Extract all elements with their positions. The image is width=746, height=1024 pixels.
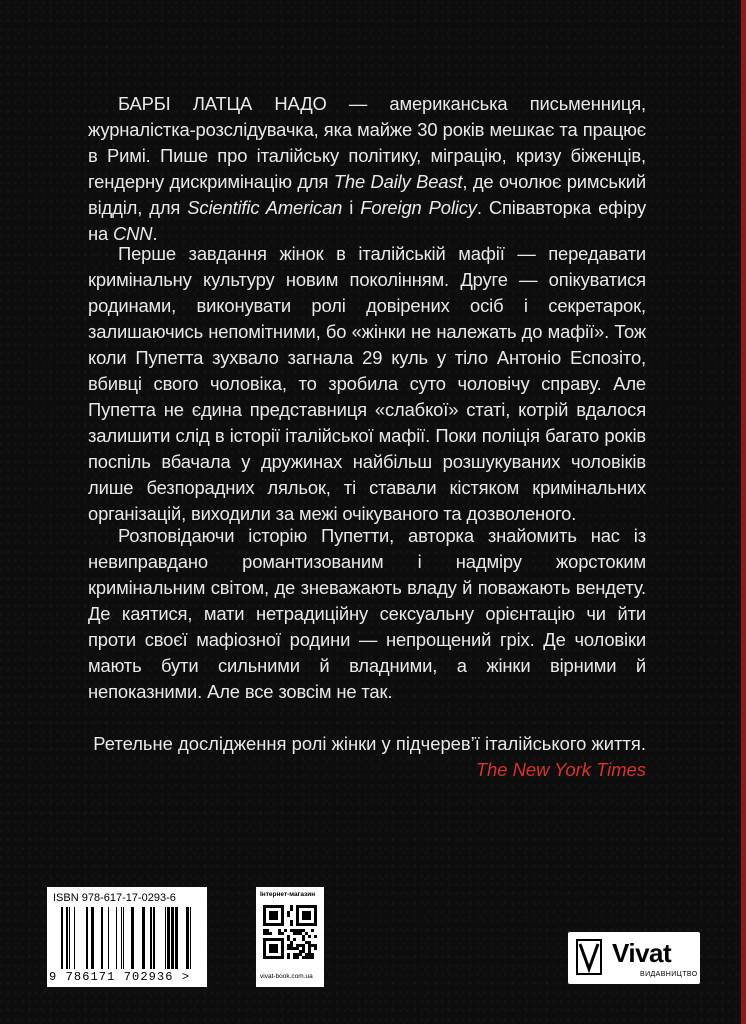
qr-finder bbox=[269, 944, 278, 953]
shop-label: Інтернет-магазин bbox=[260, 891, 316, 898]
vivat-mark-icon bbox=[575, 939, 605, 977]
qr-finder bbox=[302, 911, 311, 920]
barcode-bar bbox=[61, 907, 63, 969]
qr-module bbox=[287, 953, 290, 956]
author-bio: БАРБІ ЛАТЦА НАДО — американська письменниця, журналістка-розслідувачка, яка майже 30 років мешкає та працює в Римі. Пише про італійську політику, міграцію, кризу біженців, гендерну дискримінацію для The Daily Beast, де очолює римський відділ, для Scientific American і Foreign Policy. Співавторка ефіру на CNN. bbox=[88, 93, 647, 244]
qr-module bbox=[287, 947, 290, 950]
qr-module bbox=[305, 956, 308, 959]
qr-module bbox=[290, 920, 293, 923]
qr-module bbox=[293, 938, 296, 941]
barcode-bar bbox=[150, 907, 152, 969]
qr-module bbox=[266, 929, 269, 932]
qr-module bbox=[305, 953, 308, 956]
barcode-bar bbox=[74, 907, 75, 969]
publication-name: Foreign Policy bbox=[360, 197, 477, 218]
barcode-bar bbox=[116, 907, 117, 969]
qr-module bbox=[281, 932, 284, 935]
qr-module bbox=[287, 935, 290, 938]
qr-module bbox=[302, 947, 305, 950]
barcode-bar bbox=[108, 907, 109, 969]
qr-module bbox=[287, 914, 290, 917]
qr-module bbox=[308, 950, 311, 953]
isbn-barcode bbox=[47, 887, 207, 987]
qr-module bbox=[314, 944, 317, 947]
qr-module bbox=[308, 935, 311, 938]
qr-module bbox=[293, 953, 296, 956]
qr-module bbox=[278, 929, 281, 932]
barcode-bar bbox=[171, 907, 174, 969]
qr-module bbox=[311, 944, 314, 947]
qr-module bbox=[290, 944, 293, 947]
qr-module bbox=[287, 956, 290, 959]
qr-module bbox=[269, 932, 272, 935]
barcode-bar bbox=[121, 907, 122, 969]
qr-module bbox=[296, 956, 299, 959]
qr-module bbox=[302, 938, 305, 941]
qr-module bbox=[293, 956, 296, 959]
qr-module bbox=[290, 929, 293, 932]
qr-module bbox=[293, 929, 296, 932]
qr-module bbox=[299, 950, 302, 953]
barcode-bar bbox=[190, 907, 191, 969]
qr-module bbox=[302, 929, 305, 932]
qr-module bbox=[302, 935, 305, 938]
qr-code-icon bbox=[263, 905, 317, 959]
qr-module bbox=[296, 932, 299, 935]
publisher-logo bbox=[568, 932, 700, 984]
qr-module bbox=[263, 929, 266, 932]
qr-module bbox=[299, 932, 302, 935]
qr-module bbox=[302, 944, 305, 947]
qr-module bbox=[284, 929, 287, 932]
qr-module bbox=[311, 953, 314, 956]
shop-url: vivat-book.com.ua bbox=[260, 973, 313, 980]
qr-module bbox=[308, 956, 311, 959]
qr-module bbox=[299, 944, 302, 947]
barcode-bars bbox=[61, 907, 199, 969]
qr-module bbox=[314, 947, 317, 950]
publication-name: The Daily Beast bbox=[333, 171, 463, 192]
online-shop-qr bbox=[256, 887, 324, 987]
qr-module bbox=[302, 956, 305, 959]
qr-module bbox=[263, 932, 266, 935]
qr-module bbox=[314, 935, 317, 938]
barcode-bar bbox=[142, 907, 145, 969]
qr-module bbox=[278, 932, 281, 935]
qr-module bbox=[266, 932, 269, 935]
publisher-subtitle: ВИДАВНИЦТВО bbox=[640, 971, 698, 978]
spine-edge bbox=[741, 0, 746, 1024]
publication-name: Scientific American bbox=[187, 197, 343, 218]
qr-module bbox=[296, 953, 299, 956]
barcode-bar bbox=[186, 907, 189, 969]
author-name: БАРБІ ЛАТЦА НАДО bbox=[118, 93, 327, 114]
qr-module bbox=[287, 938, 290, 941]
quote-text: Ретельне дослідження ролі жінки у підчерев’ї італійського життя. bbox=[93, 733, 646, 754]
description-paragraph-2: Розповідаючи історію Пупетти, авторка знайомить нас із невиправдано романтизованим і надміру жорстоким кримінальним світом, де зневажають владу й поважають вендету. Де каятися, мати нетрадиційну сексуальну орієнтацію чи йти проти своєї мафіозної родини — непрощений гріх. Де чоловіки мають бути сильними й владними, а жінки вірними й непоказними. Але все зовсім не так. bbox=[88, 525, 646, 702]
qr-module bbox=[290, 905, 293, 908]
barcode-bar bbox=[91, 907, 94, 969]
qr-module bbox=[293, 947, 296, 950]
qr-module bbox=[308, 941, 311, 944]
publication-name: CNN bbox=[113, 223, 153, 244]
qr-module bbox=[311, 956, 314, 959]
barcode-bar bbox=[131, 907, 134, 969]
qr-module bbox=[302, 950, 305, 953]
qr-module bbox=[293, 932, 296, 935]
barcode-bar bbox=[86, 907, 88, 969]
barcode-bar bbox=[123, 907, 124, 969]
qr-module bbox=[308, 953, 311, 956]
isbn-label: ISBN 978-617-17-0293-6 bbox=[53, 892, 176, 904]
description-paragraph-1: Перше завдання жінок в італійській мафії — передавати кримінальну культуру новим поколінням. Друге — опікуватися родинами, виконувати ролі довірених осіб і секретарок, залишаючись непомітними, бо «жінки не належать до мафії». Тож коли Пупетта зухвало загнала 29 куль у тіло Антоніо Еспозіто, вбивці свого чоловіка, то зробила суто чоловічу справу. Але Пупетта не єдина представниця «слабкої» статі, котрій вдалося залишити слід в історії італійської мафії. Поки поліція багато років поспіль вбачала у дружинах найбільш розшукуваних чоловіків лише безпорадних ляльок, ті ставали кістяком кримінальних організацій, виходили за межі очікуваного та дозволеного. bbox=[88, 243, 646, 524]
barcode-bar bbox=[175, 907, 178, 969]
qr-module bbox=[290, 947, 293, 950]
quote-source: The New York Times bbox=[475, 759, 646, 780]
qr-module bbox=[296, 929, 299, 932]
qr-module bbox=[290, 923, 293, 926]
qr-module bbox=[287, 944, 290, 947]
publisher-name: Vivat bbox=[612, 938, 672, 968]
barcode-digits: 9 786171 702936 > bbox=[49, 970, 191, 984]
barcode-bar bbox=[69, 907, 70, 969]
qr-module bbox=[287, 911, 290, 914]
qr-module bbox=[308, 947, 311, 950]
qr-module bbox=[311, 929, 314, 932]
barcode-bar bbox=[165, 907, 166, 969]
qr-module bbox=[305, 941, 308, 944]
qr-module bbox=[296, 947, 299, 950]
barcode-bar bbox=[167, 907, 170, 969]
qr-module bbox=[305, 932, 308, 935]
qr-module bbox=[299, 929, 302, 932]
qr-module bbox=[308, 944, 311, 947]
qr-module bbox=[290, 908, 293, 911]
press-quote bbox=[88, 731, 646, 783]
qr-module bbox=[290, 941, 293, 944]
barcode-bar bbox=[66, 907, 68, 969]
barcode-bar bbox=[101, 907, 103, 969]
qr-finder bbox=[269, 911, 278, 920]
qr-module bbox=[299, 953, 302, 956]
qr-module bbox=[296, 944, 299, 947]
barcode-bar bbox=[153, 907, 155, 969]
